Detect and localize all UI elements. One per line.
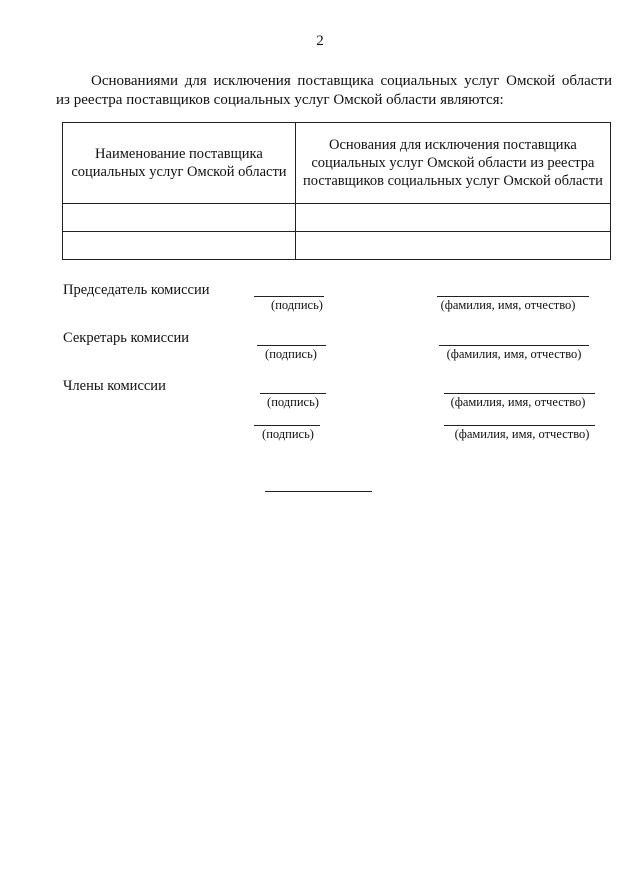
- member-1-name-caption: (фамилия, имя, отчество): [450, 395, 586, 409]
- table-row: [63, 204, 611, 232]
- secretary-label: Секретарь комиссии: [63, 330, 190, 346]
- secretary-name-line: [439, 345, 589, 346]
- member-2-signature-caption: (подпись): [262, 427, 314, 441]
- secretary-signature-caption: (подпись): [265, 347, 317, 361]
- table-header-row: [63, 123, 611, 204]
- member-2-name-line: [444, 425, 595, 426]
- chairman-signature-line: [254, 296, 324, 297]
- member-1-signature-caption: (подпись): [267, 395, 319, 409]
- secretary-signature-line: [257, 345, 326, 346]
- chairman-signature-caption: (подпись): [271, 298, 323, 312]
- table-cell: [295, 204, 610, 232]
- member-2-name-caption: (фамилия, имя, отчество): [454, 427, 590, 441]
- table-cell: [295, 232, 610, 260]
- table-header-exclusion-grounds-text: Основания для исключения поставщика социальных услуг Омской области из реестра поставщиков социальных услуг Омской области: [303, 137, 603, 189]
- table-header-provider-name: [63, 123, 296, 204]
- secretary-name-caption: (фамилия, имя, отчество): [446, 347, 582, 361]
- members-label: Члены комиссии: [63, 378, 166, 394]
- member-1-name-line: [444, 393, 595, 394]
- table-row: [63, 232, 611, 260]
- table-cell: [63, 204, 296, 232]
- table-header-exclusion-grounds: [295, 123, 610, 204]
- page-number: 2: [316, 33, 324, 49]
- member-1-signature-line: [260, 393, 326, 394]
- member-2-signature-line: [254, 425, 320, 426]
- intro-paragraph-line-1: Основаниями для исключения поставщика социальных услуг Омской области: [91, 73, 612, 89]
- chairman-name-line: [437, 296, 589, 297]
- document-end-line: [265, 491, 372, 492]
- chairman-label: Председатель комиссии: [63, 282, 210, 298]
- exclusion-grounds-table: [62, 122, 611, 260]
- intro-paragraph-line-2: из реестра поставщиков социальных услуг Омской области являются:: [56, 92, 504, 108]
- table-header-provider-name-text: Наименование поставщика социальных услуг Омской области: [71, 146, 287, 180]
- chairman-name-caption: (фамилия, имя, отчество): [440, 298, 576, 312]
- table-cell: [63, 232, 296, 260]
